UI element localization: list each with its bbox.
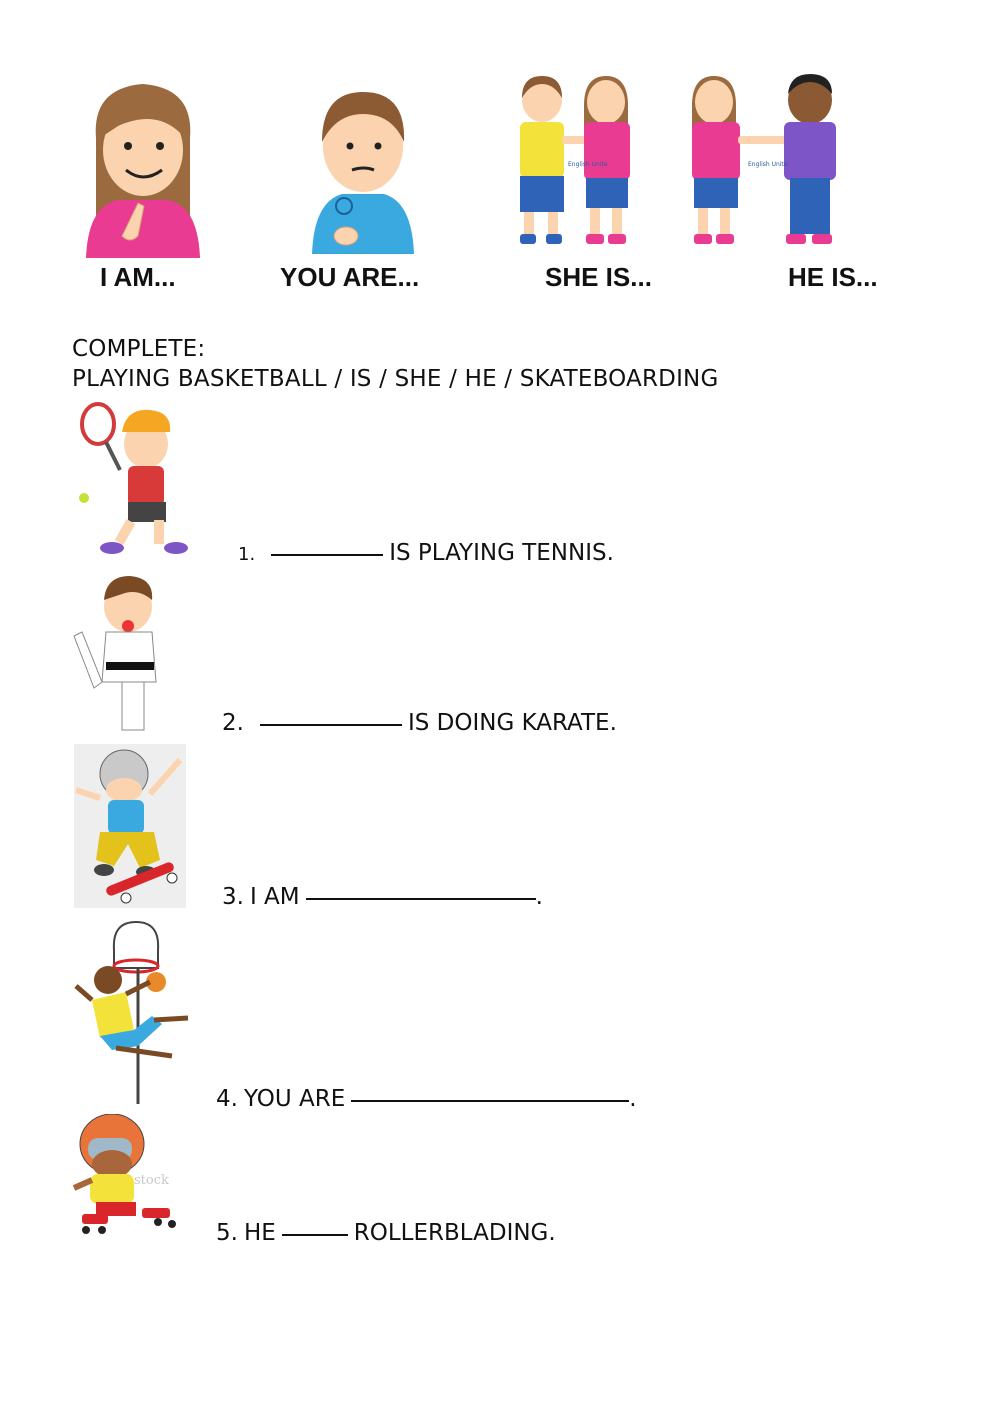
skateboard-boy-image xyxy=(74,744,186,908)
rollerblade-boy-image xyxy=(72,1114,192,1244)
boy-pointing-to-girl-figure xyxy=(508,70,648,252)
exercise-2 xyxy=(222,710,617,736)
exercise-4-blank[interactable] xyxy=(351,1100,629,1102)
exercise-3-text-before: I AM xyxy=(249,884,300,910)
exercise-2-blank[interactable] xyxy=(260,724,402,726)
english-unite-badge-text: English Unite xyxy=(568,161,608,168)
exercise-5 xyxy=(216,1220,556,1246)
exercise-4-number: 4. xyxy=(216,1086,238,1112)
exercise-1-text-after: IS PLAYING TENNIS. xyxy=(389,540,614,566)
basketball-girl-image xyxy=(72,920,196,1104)
pronoun-label-i-am: I AM... xyxy=(100,262,176,292)
karate-boy-image xyxy=(72,572,172,732)
pronoun-label-you-are: YOU ARE... xyxy=(280,262,420,292)
exercise-2-text-after: IS DOING KARATE. xyxy=(407,710,617,736)
exercise-5-text-before: HE xyxy=(243,1220,276,1246)
pronoun-label-he-is: HE IS... xyxy=(788,262,878,292)
exercise-5-blank[interactable] xyxy=(282,1234,348,1236)
exercise-3-blank[interactable] xyxy=(306,898,536,900)
exercise-1-blank[interactable] xyxy=(271,554,383,556)
exercise-3-number: 3. xyxy=(222,884,244,910)
word-bank: PLAYING BASKETBALL / IS / SHE / HE / SKATEBOARDING xyxy=(72,366,719,392)
girl-pointing-to-boy-figure xyxy=(686,70,846,252)
tennis-boy-image xyxy=(76,402,196,558)
watermark-text: stock xyxy=(134,1173,169,1188)
exercise-4 xyxy=(216,1086,637,1112)
girl-pointing-self-figure xyxy=(78,78,208,258)
pronoun-label-she-is: SHE IS... xyxy=(545,262,652,292)
exercise-1-number: 1. xyxy=(238,544,256,565)
boy-pointing-you-figure xyxy=(308,84,418,254)
exercise-5-text-after: ROLLERBLADING. xyxy=(353,1220,556,1246)
exercise-4-text-before: YOU ARE xyxy=(243,1086,346,1112)
exercise-3 xyxy=(222,884,543,910)
exercise-5-number: 5. xyxy=(216,1220,238,1246)
exercise-1 xyxy=(238,540,614,566)
exercise-3-text-after: . xyxy=(535,884,543,910)
english-unite-badge-text: English Unite xyxy=(748,161,788,168)
exercise-4-text-after: . xyxy=(629,1086,637,1112)
instruction-title: COMPLETE: xyxy=(72,336,206,362)
exercise-2-number: 2. xyxy=(222,710,244,736)
